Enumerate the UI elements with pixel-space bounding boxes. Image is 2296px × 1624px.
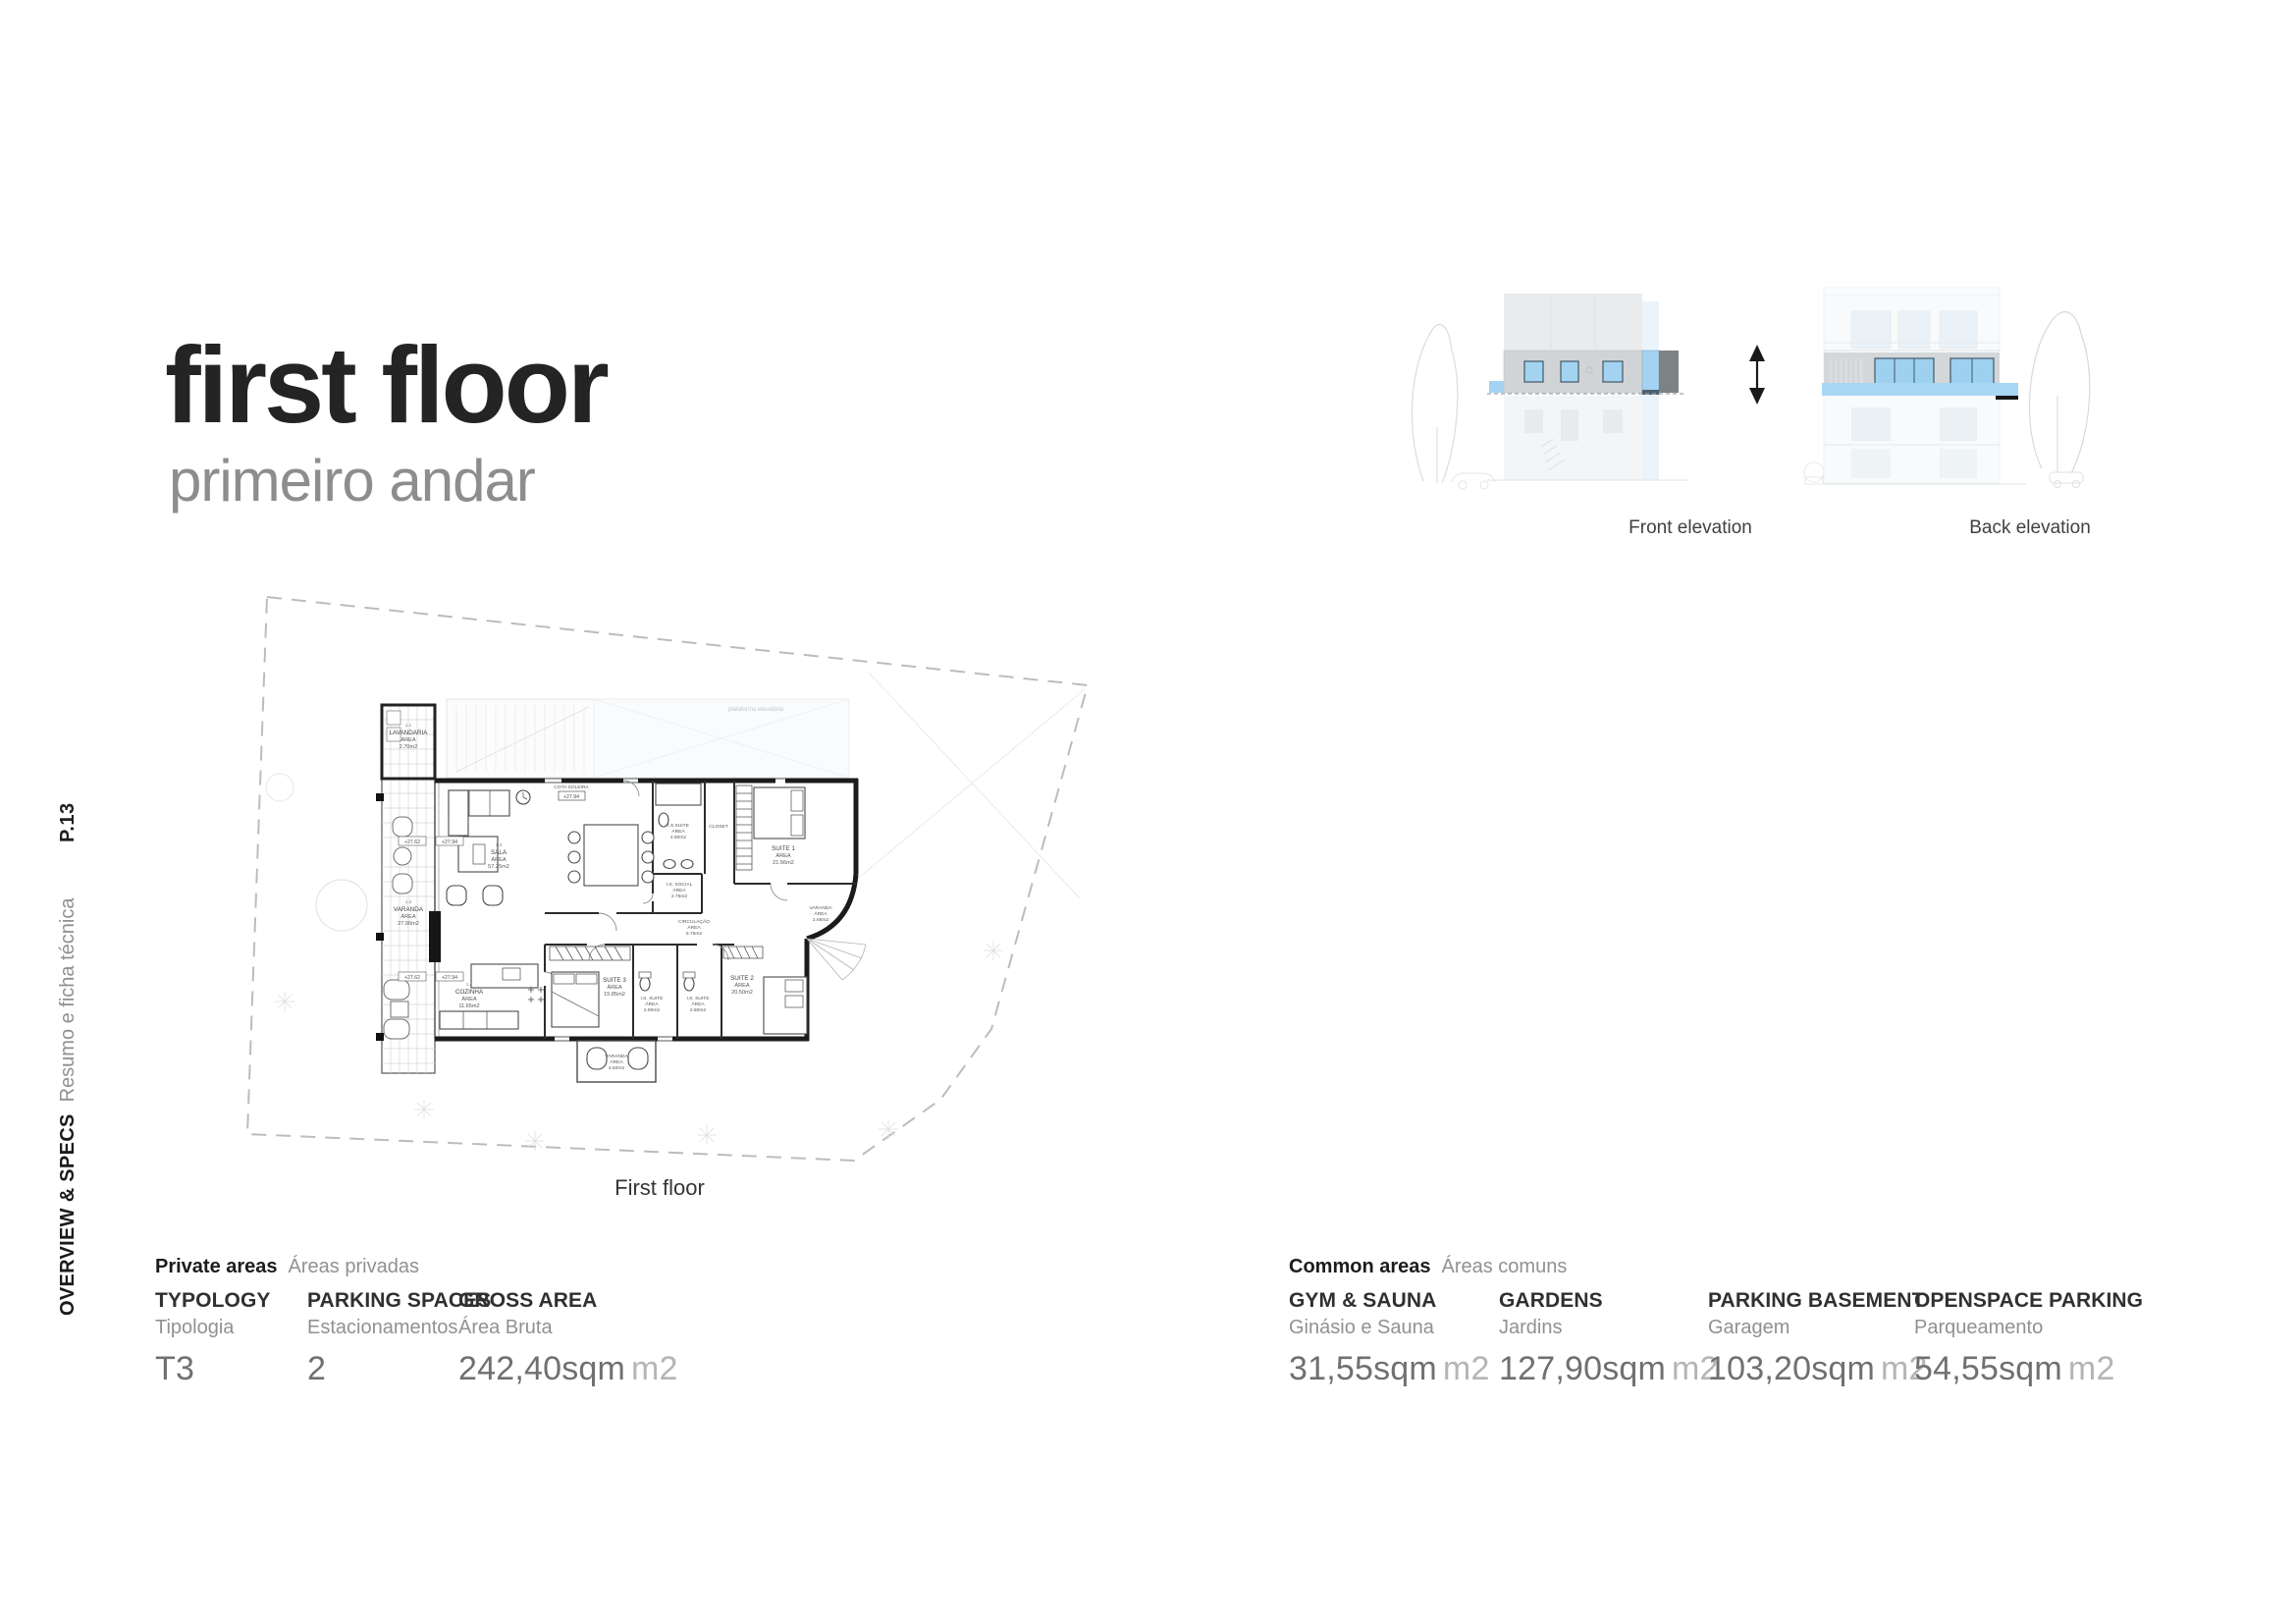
private-areas-subtitle: Áreas privadas <box>288 1256 419 1277</box>
back-balcony-band <box>1822 383 2018 396</box>
page-subtitle: primeiro andar <box>169 448 535 514</box>
svg-text:I.S.SUITE: I.S.SUITE <box>667 824 689 829</box>
svg-text:VARANDA: VARANDA <box>605 1055 628 1059</box>
svg-text:1.1: 1.1 <box>404 723 412 728</box>
svg-text:27.90m2: 27.90m2 <box>398 921 419 927</box>
svg-text:ÁREA: ÁREA <box>691 1002 705 1007</box>
svg-text:1.4: 1.4 <box>465 982 473 987</box>
svg-text:I.S. SOCIAL: I.S. SOCIAL <box>666 883 693 888</box>
svg-text:1.2: 1.2 <box>404 899 412 904</box>
svg-text:2.70m2: 2.70m2 <box>399 744 418 750</box>
svg-text:ÁREA: ÁREA <box>400 737 416 743</box>
svg-text:ÁREA: ÁREA <box>610 1060 623 1065</box>
openspace-parking-value: 54,55sqm m2 <box>1914 1350 2115 1387</box>
parking-spaces-value: 2 <box>307 1350 327 1387</box>
floor-plan-drawing <box>167 579 1109 1208</box>
parking-basement-value: 103,20sqm m2 <box>1708 1350 1928 1387</box>
svg-text:20.50m2: 20.50m2 <box>731 990 753 996</box>
svg-text:CLOSET: CLOSET <box>709 825 728 830</box>
back-elevation-caption: Back elevation <box>1969 517 2091 538</box>
front-glass-column <box>1642 351 1659 394</box>
svg-text:COZINHA: COZINHA <box>454 989 484 996</box>
common-areas-header <box>1289 1256 1567 1278</box>
elevation-drawings <box>1394 280 2101 515</box>
spec-parking-basement: PARKING BASEMENT Garagem 103,20sqm m2 <box>1708 1289 1928 1387</box>
page-number: P.13 <box>57 802 79 842</box>
svg-text:+27.94: +27.94 <box>441 975 458 981</box>
svg-text:I.S. SUITE: I.S. SUITE <box>640 997 664 1001</box>
svg-text:plataforma elevatória: plataforma elevatória <box>727 707 784 713</box>
svg-text:57.25m2: 57.25m2 <box>488 864 509 870</box>
svg-text:11.65m2: 11.65m2 <box>458 1003 480 1009</box>
height-arrow-icon <box>1749 345 1765 405</box>
svg-text:ÁREA: ÁREA <box>775 853 791 859</box>
svg-text:CIRCULAÇÃO: CIRCULAÇÃO <box>677 920 711 925</box>
front-elevation-caption: Front elevation <box>1629 517 1752 538</box>
svg-text:ÁREA: ÁREA <box>671 830 685 835</box>
svg-text:ÁREA: ÁREA <box>607 985 622 991</box>
gardens-value: 127,90sqm m2 <box>1499 1350 1719 1387</box>
svg-text:ÁREA: ÁREA <box>645 1002 659 1007</box>
section-title: OVERVIEW & SPECS <box>57 1113 79 1316</box>
svg-text:ÁREA: ÁREA <box>687 926 701 931</box>
front-elevation-drawing <box>1413 294 1688 489</box>
spec-parking-spaces: PARKING SPACES Estacionamentos 2 <box>307 1289 492 1387</box>
svg-text:+27.62: +27.62 <box>403 975 421 981</box>
spec-typology: TYPOLOGY Tipologia T3 <box>155 1289 271 1387</box>
front-dark-volume <box>1659 351 1679 393</box>
front-window-3 <box>1603 361 1623 382</box>
svg-text:2.80m2: 2.80m2 <box>643 1008 661 1013</box>
svg-text:+27.62: +27.62 <box>403 839 421 845</box>
external-stairs <box>807 939 866 980</box>
svg-text:VARANDA: VARANDA <box>809 906 832 911</box>
back-elevation-drawing <box>1804 288 2090 488</box>
svg-text:ÁREA: ÁREA <box>461 997 477 1002</box>
svg-text:ÁREA: ÁREA <box>672 889 686 893</box>
svg-text:15.85m2: 15.85m2 <box>604 992 625 998</box>
svg-text:ÁREA: ÁREA <box>491 857 507 863</box>
svg-text:1.3: 1.3 <box>495 842 503 847</box>
svg-text:ÁREA: ÁREA <box>734 983 750 989</box>
front-window-1 <box>1524 361 1543 382</box>
svg-text:5.75m2: 5.75m2 <box>685 932 703 937</box>
svg-text:COTA SOLEIRA: COTA SOLEIRA <box>554 785 589 790</box>
svg-text:SUITE 1: SUITE 1 <box>772 845 795 852</box>
front-window-2 <box>1561 361 1578 382</box>
common-areas-title: Common areas <box>1289 1256 1431 1277</box>
spec-gross-area: GROSS AREA Área Bruta 242,40sqm m2 <box>458 1289 678 1387</box>
svg-text:+27.94: +27.94 <box>441 839 458 845</box>
svg-text:+27.94: +27.94 <box>562 794 580 800</box>
back-glass-doors-1 <box>1875 358 1934 384</box>
spec-gardens: GARDENS Jardins 127,90sqm m2 <box>1499 1289 1719 1387</box>
front-balcony-strip <box>1489 381 1504 393</box>
svg-text:LAVANDARIA: LAVANDARIA <box>389 730 428 736</box>
svg-text:2.65m2: 2.65m2 <box>812 918 829 923</box>
svg-text:I.S. SUITE: I.S. SUITE <box>686 997 710 1001</box>
section-subtitle: Resumo e ficha técnica <box>57 897 79 1103</box>
property-boundary <box>247 597 1088 1161</box>
svg-text:ÁREA: ÁREA <box>814 912 828 917</box>
svg-text:21.56m2: 21.56m2 <box>773 860 794 866</box>
gross-area-value: 242,40sqm m2 <box>458 1350 678 1387</box>
svg-text:SUITE 3: SUITE 3 <box>603 977 626 984</box>
spec-openspace-parking: OPENSPACE PARKING Parqueamento 54,55sqm m2 <box>1914 1289 2144 1387</box>
section-rail <box>57 898 80 1316</box>
private-areas-header <box>155 1256 419 1278</box>
svg-text:ÁREA: ÁREA <box>400 914 416 920</box>
spec-gym-sauna: GYM & SAUNA Ginásio e Sauna 31,55sqm m2 <box>1289 1289 1490 1387</box>
terrace-strip <box>376 705 435 1073</box>
svg-text:VARANDA: VARANDA <box>394 906 423 913</box>
svg-text:4.50m2: 4.50m2 <box>608 1066 625 1071</box>
private-areas-title: Private areas <box>155 1256 278 1277</box>
svg-text:2.80m2: 2.80m2 <box>689 1008 707 1013</box>
svg-text:2.75m2: 2.75m2 <box>670 894 688 899</box>
gym-sauna-value: 31,55sqm m2 <box>1289 1350 1490 1387</box>
svg-text:4.90m2: 4.90m2 <box>669 836 687 840</box>
page-title: first floor <box>165 325 607 446</box>
common-areas-subtitle: Áreas comuns <box>1441 1256 1568 1277</box>
floor-plan-caption: First floor <box>614 1175 705 1200</box>
svg-text:SUITE 2: SUITE 2 <box>730 975 754 982</box>
typology-value: T3 <box>155 1350 195 1387</box>
svg-text:SALA: SALA <box>490 849 507 856</box>
